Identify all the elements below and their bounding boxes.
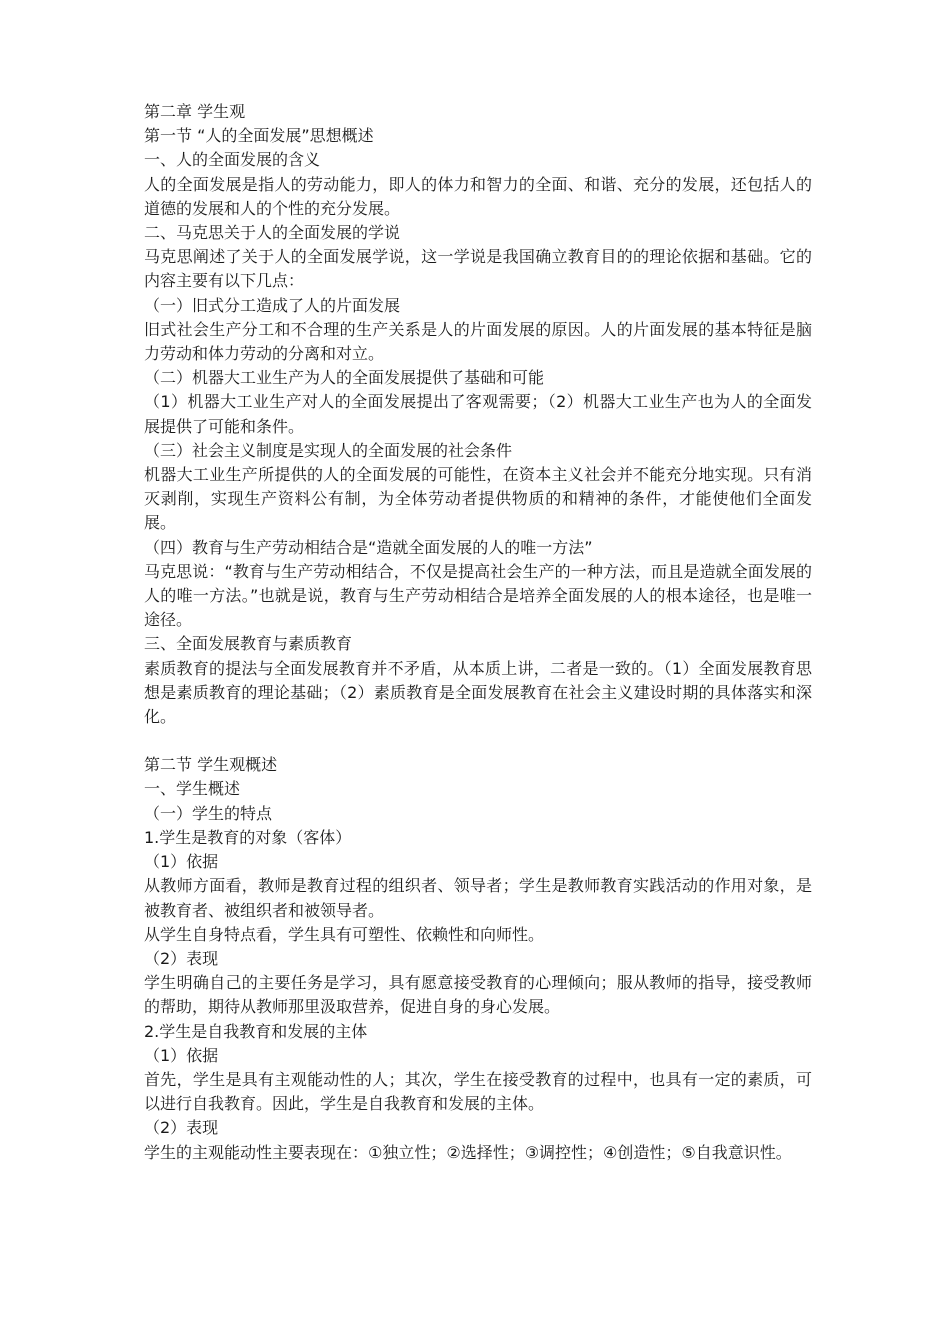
paragraph: 学生明确自己的主要任务是学习，具有愿意接受教育的心理倾向；服从教师的指导，接受教师的帮助，期待从教师那里汲取营养，促进自身的身心发展。 — [144, 973, 812, 1017]
paragraph: 旧式社会生产分工和不合理的生产关系是人的片面发展的原因。人的片面发展的基本特征是脑力劳动和体力劳动的分离和对立。 — [144, 319, 812, 364]
heading: 二、马克思关于人的全面发展的学说 — [144, 223, 401, 243]
paragraph: （1）机器大工业生产对人的全面发展提出了客观需要；（2）机器大工业生产也为人的全面发展提供了可能和条件。 — [144, 392, 812, 436]
subheading: （三）社会主义制度是实现人的全面发展的社会条件 — [144, 440, 513, 460]
list-item: 2.学生是自我教育和发展的主体 — [144, 1021, 368, 1041]
subheading: （一）学生的特点 — [144, 803, 273, 823]
paragraph: 学生的主观能动性主要表现在：①独立性；②选择性；③调控性；④创造性；⑤自我意识性。 — [144, 1142, 792, 1162]
subheading: （四）教育与生产劳动相结合是“造就全面发展的人的唯一方法” — [144, 537, 593, 557]
heading: 三、全面发展教育与素质教育 — [144, 634, 353, 654]
subheading: （一）旧式分工造成了人的片面发展 — [144, 295, 401, 315]
paragraph: 马克思阐述了关于人的全面发展学说，这一学说是我国确立教育目的的理论依据和基础。它的内容主要有以下几点： — [144, 247, 812, 291]
paragraph: 首先，学生是具有主观能动性的人；其次，学生在接受教育的过程中，也具有一定的素质，可以进行自我教育。因此，学生是自我教育和发展的主体。 — [144, 1069, 812, 1114]
chapter-title: 第二章 学生观 — [144, 102, 246, 121]
subheading: （2）表现 — [144, 948, 219, 968]
paragraph: 马克思说：“教育与生产劳动相结合，不仅是提高社会生产的一种方法，而且是造就全面发展的人的唯一方法。”也就是说，教育与生产劳动相结合是培养全面发展的人的根本途径，也是唯一途径。 — [144, 561, 812, 630]
heading: 一、人的全面发展的含义 — [144, 150, 321, 170]
section-title: 第二节 学生观概述 — [144, 755, 278, 775]
subheading: （1）依据 — [144, 1045, 219, 1065]
subheading: （2）表现 — [144, 1118, 219, 1138]
paragraph: 人的全面发展是指人的劳动能力，即人的体力和智力的全面、和谐、充分的发展，还包括人的道德的发展和人的个性的充分发展。 — [144, 174, 812, 218]
heading: 一、学生概述 — [144, 779, 241, 799]
paragraph: 机器大工业生产所提供的人的全面发展的可能性，在资本主义社会并不能充分地实现。只有消灭剥削，实现生产资料公有制，为全体劳动者提供物质的和精神的条件，才能使他们全面发展。 — [144, 465, 812, 533]
paragraph: 从学生自身特点看，学生具有可塑性、依赖性和向师性。 — [144, 924, 545, 944]
subheading: （二）机器大工业生产为人的全面发展提供了基础和可能 — [144, 368, 545, 388]
paragraph: 素质教育的提法与全面发展教育并不矛盾，从本质上讲，二者是一致的。（1）全面发展教育思想是素质教育的理论基础；（2）素质教育是全面发展教育在社会主义建设时期的具体落实和深化。 — [144, 658, 812, 727]
paragraph: 从教师方面看，教师是教育过程的组织者、领导者；学生是教师教育实践活动的作用对象，是被教育者、被组织者和被领导者。 — [144, 876, 812, 920]
section-title: 第一节 “人的全面发展”思想概述 — [144, 126, 374, 146]
list-item: 1.学生是教育的对象（客体） — [144, 827, 352, 847]
document-page — [144, 100, 812, 1165]
blank-line — [144, 729, 812, 753]
subheading: （1）依据 — [144, 852, 219, 872]
